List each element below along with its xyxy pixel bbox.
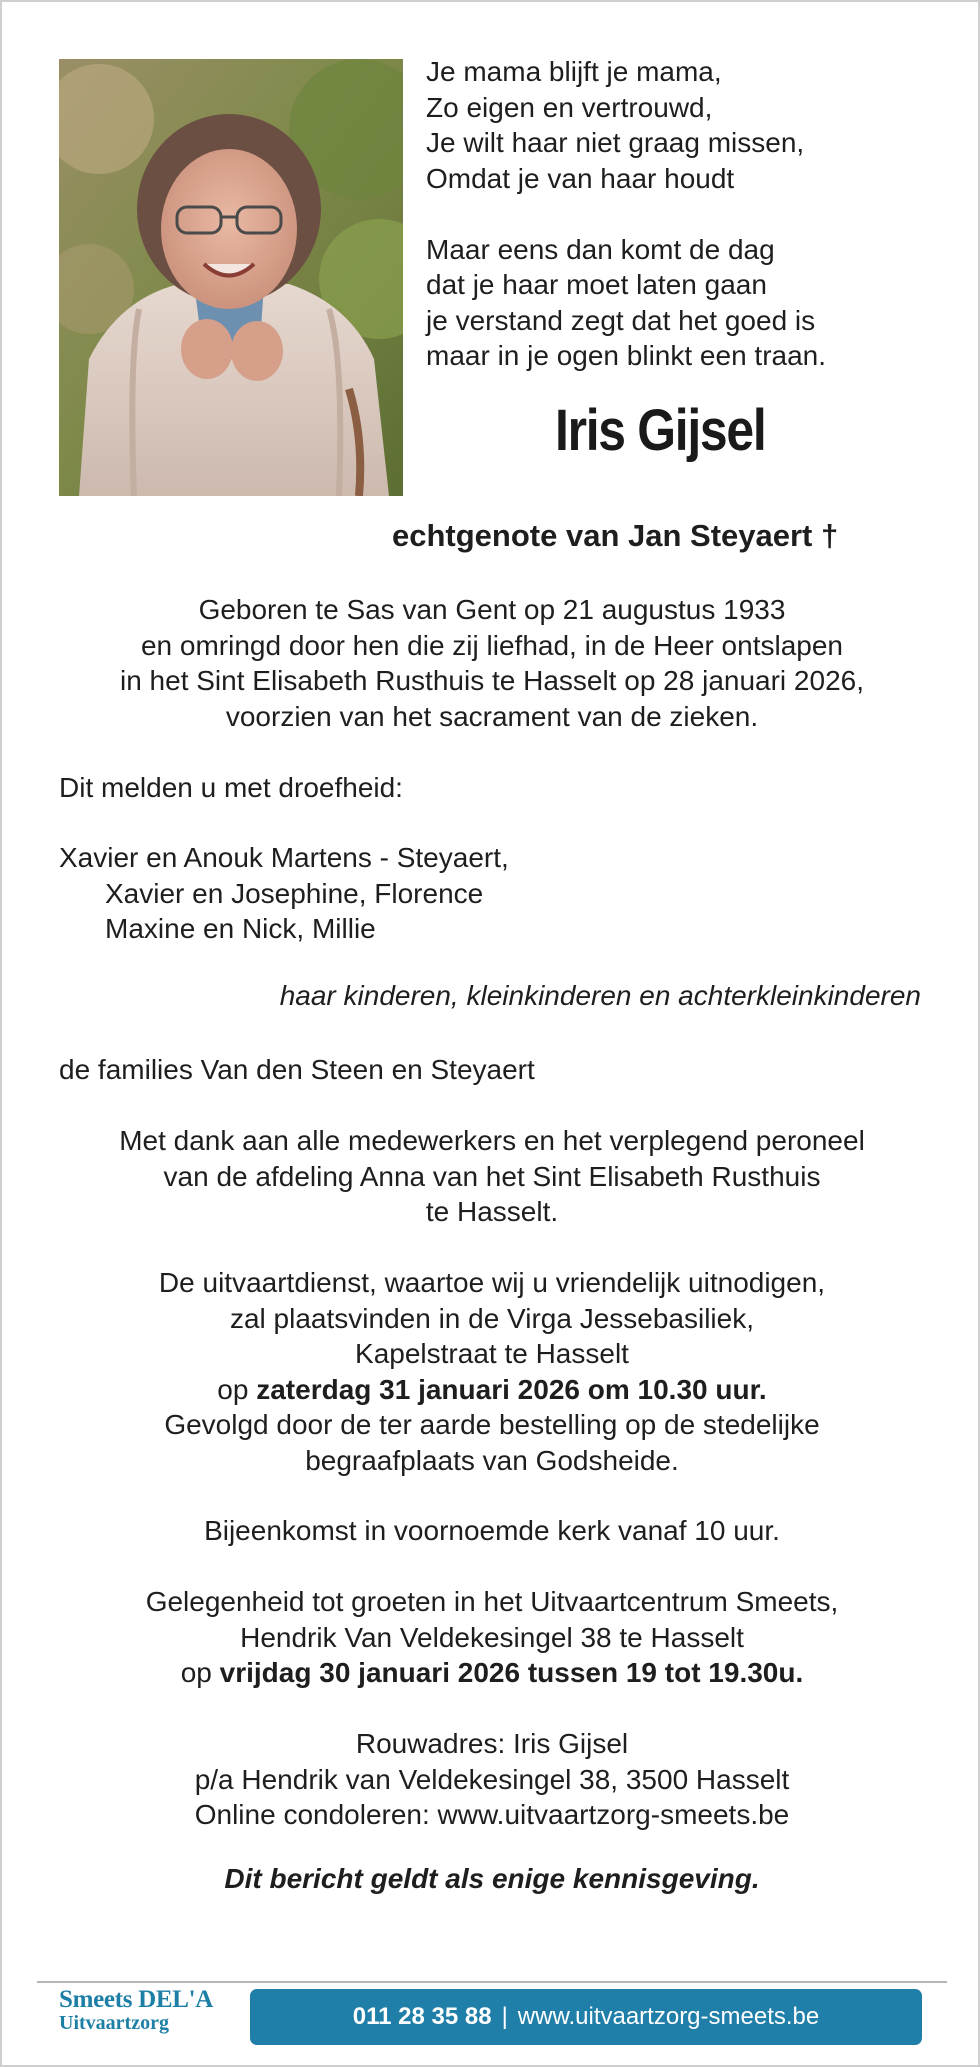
poem-line: je verstand zegt dat het goed is — [426, 304, 816, 336]
announce-intro: Dit melden u met droefheid: — [59, 772, 403, 803]
poem-line: Maar eens dan komt de dag — [426, 233, 775, 265]
memorial-poem — [426, 54, 946, 374]
date-prefix: op — [217, 1373, 249, 1405]
service-date: zaterdag 31 januari 2026 om 10.30 uur. — [256, 1373, 767, 1405]
poem-stanza-1 — [426, 54, 946, 196]
text-line: Rouwadres: Iris Gijsel — [355, 1728, 629, 1759]
portrait-photo — [59, 59, 403, 496]
family-line: Maxine en Nick, Millie — [105, 913, 376, 944]
logo-brand: Smeets DEL'A — [59, 1986, 214, 2013]
gathering-line: Bijeenkomst in voornoemde kerk vanaf 10 uur. — [204, 1515, 780, 1546]
birth-death-paragraph — [59, 592, 925, 734]
poem-line: Zo eigen en vertrouwd, — [426, 91, 713, 123]
condolence-link[interactable]: Online condoleren: www.uitvaartzorg-smeets.be — [194, 1799, 790, 1830]
viewing-date-line — [59, 1655, 925, 1691]
separator: | — [501, 2003, 508, 2030]
text-line: Met dank aan alle medewerkers en het verplegend peroneel — [119, 1125, 865, 1156]
text-line: Gevolgd door de ter aarde bestelling op de stedelijke — [164, 1409, 820, 1440]
family-line: Xavier en Josephine, Florence — [105, 877, 484, 909]
family-lead: Xavier en Anouk Martens - Steyaert, — [59, 842, 509, 873]
funeral-home-logo — [59, 1986, 249, 2046]
text-line: te Hasselt. — [425, 1196, 559, 1227]
poem-line: Je mama blijft je mama, — [426, 56, 722, 87]
text-line: zal plaatsvinden in de Virga Jessebasiliek, — [229, 1302, 754, 1334]
families-line: de families Van den Steen en Steyaert — [59, 1054, 535, 1085]
text-line: voorzien van het sacrament van de zieken. — [225, 700, 759, 732]
phone-number[interactable]: 011 28 35 88 — [352, 2003, 492, 2030]
family-list — [59, 840, 925, 947]
portrait-image — [59, 59, 403, 496]
text-line: Gelegenheid tot groeten in het Uitvaartcentrum Smeets, — [145, 1586, 839, 1617]
deceased-name: Iris Gijsel — [555, 398, 766, 463]
website-link[interactable]: www.uitvaartzorg-smeets.be — [517, 2003, 820, 2030]
service-paragraph — [59, 1265, 925, 1478]
text-line: van de afdeling Anna van het Sint Elisabeth Rusthuis — [163, 1160, 821, 1192]
poem-line: Je wilt haar niet graag missen, — [426, 127, 805, 158]
text-line: in het Sint Elisabeth Rusthuis te Hasselt op 28 januari 2026, — [119, 665, 864, 696]
text-line: begraafplaats van Godsheide. — [305, 1444, 679, 1476]
family-relation: haar kinderen, kleinkinderen en achterkleinkinderen — [279, 980, 921, 1011]
closing-notice: Dit bericht geldt als enige kennisgeving. — [224, 1863, 760, 1894]
viewing-date: vrijdag 30 januari 2026 tussen 19 tot 19.30u. — [219, 1657, 804, 1688]
text-line: De uitvaartdienst, waartoe wij u vriendelijk uitnodigen, — [158, 1267, 826, 1298]
address-paragraph — [59, 1726, 925, 1833]
thanks-paragraph — [59, 1123, 925, 1230]
viewing-paragraph — [59, 1584, 925, 1691]
poem-line: dat je haar moet laten gaan — [426, 269, 767, 300]
poem-stanza-2 — [426, 232, 946, 374]
text-line: Hendrik Van Veldekesingel 38 te Hasselt — [240, 1621, 744, 1653]
text-line: Geboren te Sas van Gent op 21 augustus 1933 — [198, 594, 786, 625]
text-line: p/a Hendrik van Veldekesingel 38, 3500 Hasselt — [194, 1763, 790, 1795]
text-line: Kapelstraat te Hasselt — [355, 1338, 629, 1369]
poem-line: maar in je ogen blinkt een traan. — [426, 340, 827, 371]
logo-subtitle: Uitvaartzorg — [59, 2012, 169, 2034]
spouse-line: echtgenote van Jan Steyaert † — [392, 518, 839, 553]
footer-divider — [37, 1981, 947, 1983]
contact-bar — [250, 1989, 922, 2045]
text-line: en omringd door hen die zij liefhad, in de Heer ontslapen — [140, 629, 843, 661]
date-prefix: op — [180, 1657, 212, 1688]
poem-line: Omdat je van haar houdt — [426, 162, 735, 194]
service-date-line — [59, 1372, 925, 1408]
